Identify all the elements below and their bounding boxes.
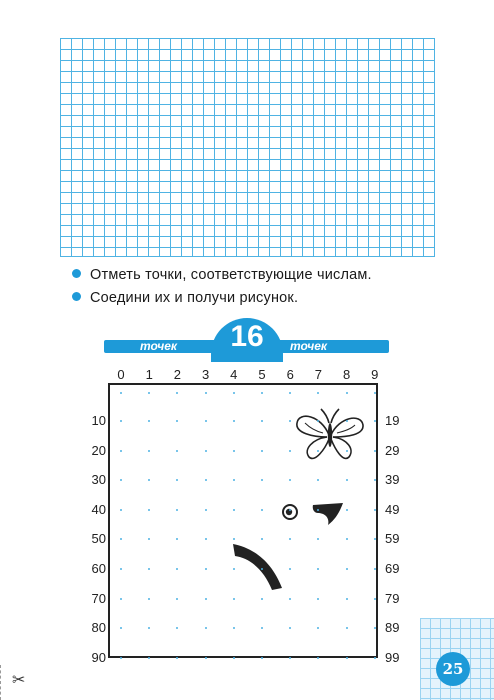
row-label-left: 90	[91, 649, 106, 665]
grid-dot	[374, 450, 376, 452]
row-label-right: 99	[385, 649, 400, 665]
grid-dot	[346, 509, 348, 511]
grid-dot	[120, 420, 122, 422]
grid-dot	[205, 627, 207, 629]
eye-shape	[280, 502, 300, 522]
instruction-1	[72, 267, 372, 283]
grid-dot	[205, 598, 207, 600]
row-label-right: 89	[385, 620, 400, 636]
grid-dot	[261, 392, 263, 394]
grid-dot	[148, 598, 150, 600]
grid-dot	[233, 420, 235, 422]
grid-dot	[233, 509, 235, 511]
point-count: 16	[230, 320, 264, 353]
row-label-left: 80	[91, 620, 106, 636]
page-number: 25	[436, 652, 470, 686]
grid-dot	[374, 657, 376, 659]
grid-dot	[205, 450, 207, 452]
row-label-right: 39	[385, 472, 400, 488]
grid-dot	[346, 479, 348, 481]
column-label: 4	[230, 367, 238, 382]
grid-dot	[233, 598, 235, 600]
grid-dot	[120, 450, 122, 452]
bullet-icon	[72, 269, 81, 278]
row-label-right: 29	[385, 442, 400, 458]
grid-dot	[289, 598, 291, 600]
grid-dot	[120, 568, 122, 570]
grid-dot	[205, 420, 207, 422]
grid-dot	[148, 657, 150, 659]
grid-dot	[374, 392, 376, 394]
grid-dot	[374, 598, 376, 600]
grid-dot	[261, 509, 263, 511]
column-label: 2	[173, 367, 181, 382]
grid-dot	[346, 598, 348, 600]
row-label-left: 30	[91, 472, 106, 488]
instruction-text-2: Соедини их и получи рисунок.	[90, 290, 299, 306]
squared-drawing-area	[60, 38, 435, 257]
grid-dot	[261, 450, 263, 452]
grid-dot	[261, 598, 263, 600]
nose-shape	[310, 501, 346, 527]
row-label-left: 50	[91, 531, 106, 547]
mouth-shape	[230, 540, 286, 592]
row-label-left: 20	[91, 442, 106, 458]
row-label-right: 69	[385, 561, 400, 576]
grid-dot	[289, 657, 291, 659]
row-label-left: 10	[91, 413, 106, 428]
column-label: 8	[342, 367, 351, 382]
scissors-icon: ✂	[12, 672, 26, 689]
butterfly-icon	[293, 405, 365, 465]
grid-dot	[374, 509, 376, 511]
points-label-left: точек	[140, 339, 177, 353]
grid-dot	[233, 450, 235, 452]
grid-dot	[233, 657, 235, 659]
column-label: 3	[201, 367, 210, 382]
row-label-right: 79	[385, 590, 400, 606]
row-label-left: 40	[91, 501, 106, 517]
grid-dot	[233, 392, 235, 394]
grid-dot	[148, 450, 150, 452]
cut-line	[0, 665, 2, 700]
column-label: 0	[117, 367, 125, 382]
grid-dot	[346, 568, 348, 570]
grid-dot	[233, 568, 235, 570]
row-label-right: 49	[385, 501, 400, 517]
row-label-left: 70	[91, 590, 106, 606]
instruction-2	[72, 290, 298, 306]
grid-dot	[120, 392, 122, 394]
row-label-right: 19	[385, 413, 400, 428]
grid-dot	[346, 420, 348, 422]
grid-dot	[374, 568, 376, 570]
grid-dot	[261, 568, 263, 570]
grid-dot	[346, 627, 348, 629]
row-label-right: 59	[385, 531, 400, 547]
grid-dot	[205, 568, 207, 570]
instruction-text-1: Отметь точки, соответствующие числам.	[90, 267, 372, 283]
column-label: 5	[258, 367, 266, 382]
grid-dot	[205, 392, 207, 394]
grid-dot	[205, 657, 207, 659]
column-label: 7	[314, 367, 322, 382]
grid-dot	[205, 509, 207, 511]
grid-dot	[261, 657, 263, 659]
grid-dot	[120, 657, 122, 659]
grid-dot	[346, 392, 348, 394]
points-label-right: точек	[290, 339, 327, 353]
grid-dot	[120, 598, 122, 600]
grid-dot	[289, 450, 291, 452]
grid-dot	[261, 420, 263, 422]
column-label: 1	[145, 367, 153, 382]
grid-dot	[120, 509, 122, 511]
column-label: 9	[371, 367, 379, 382]
column-label: 6	[286, 367, 294, 382]
grid-dot	[205, 479, 207, 481]
bullet-icon	[72, 292, 81, 301]
grid-dot	[346, 450, 348, 452]
row-label-left: 60	[91, 561, 106, 576]
grid-dot	[374, 420, 376, 422]
grid-dot	[346, 657, 348, 659]
